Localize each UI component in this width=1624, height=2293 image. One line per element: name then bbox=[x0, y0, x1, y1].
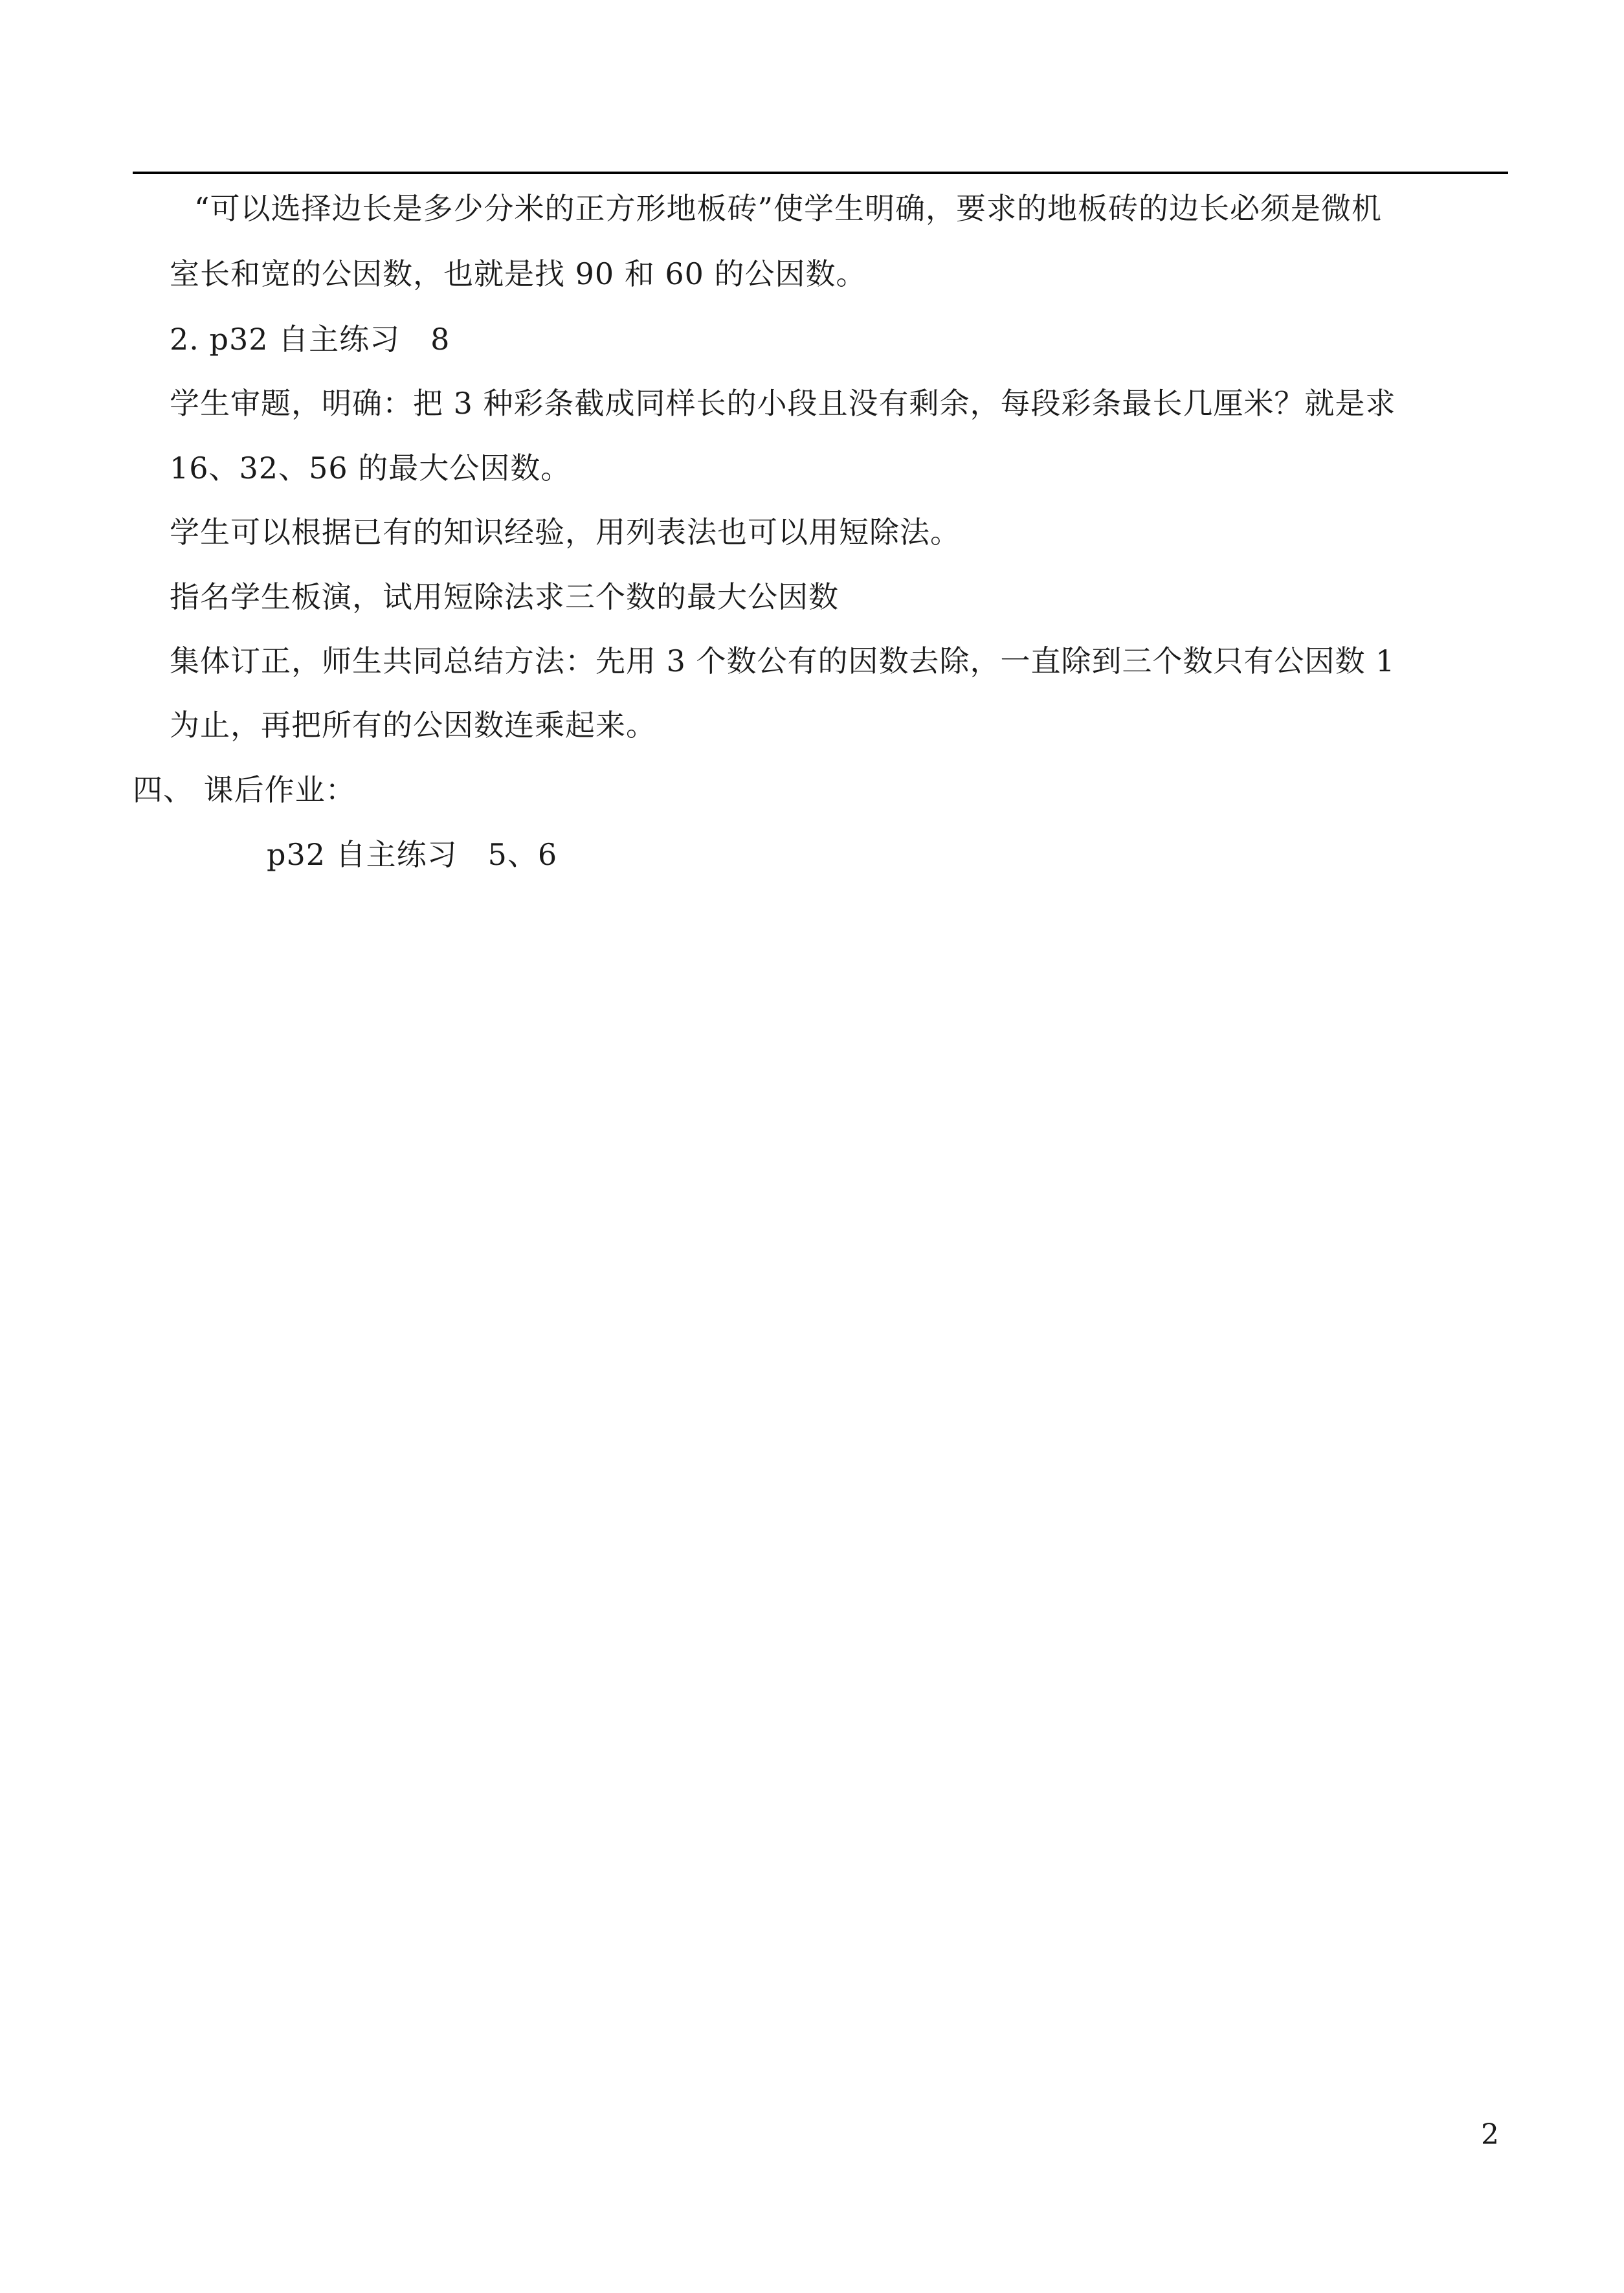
paragraph-1-line-1: “可以选择边长是多少分米的正方形地板砖”使学生明确，要求的地板砖的边长必须是微机 bbox=[194, 191, 1383, 226]
section-heading: 四、 课后作业： bbox=[133, 772, 356, 807]
paragraph-3: 学生可以根据已有的知识经验，用列表法也可以用短除法。 bbox=[170, 515, 961, 550]
exercise-heading: 2. p32 自主练习 8 bbox=[170, 322, 450, 357]
paragraph-2-line-2: 16、32、56 的最大公因数。 bbox=[170, 451, 572, 486]
paragraph-5-line-1: 集体订正，师生共同总结方法：先用 3 个数公有的因数去除，一直除到三个数只有公因数 1 bbox=[170, 643, 1396, 678]
paragraph-1-line-2: 室长和宽的公因数，也就是找 90 和 60 的公因数。 bbox=[170, 256, 867, 291]
paragraph-2-line-1: 学生审题，明确：把 3 种彩条截成同样长的小段且没有剩余，每段彩条最长几厘米？就是求 bbox=[170, 386, 1396, 421]
paragraph-4: 指名学生板演，试用短除法求三个数的最大公因数 bbox=[170, 579, 839, 614]
paragraph-5-line-2: 为止，再把所有的公因数连乘起来。 bbox=[170, 708, 656, 743]
header-rule bbox=[133, 172, 1508, 174]
homework-line: p32 自主练习 5、6 bbox=[267, 837, 558, 872]
page-number: 2 bbox=[1481, 2118, 1499, 2151]
